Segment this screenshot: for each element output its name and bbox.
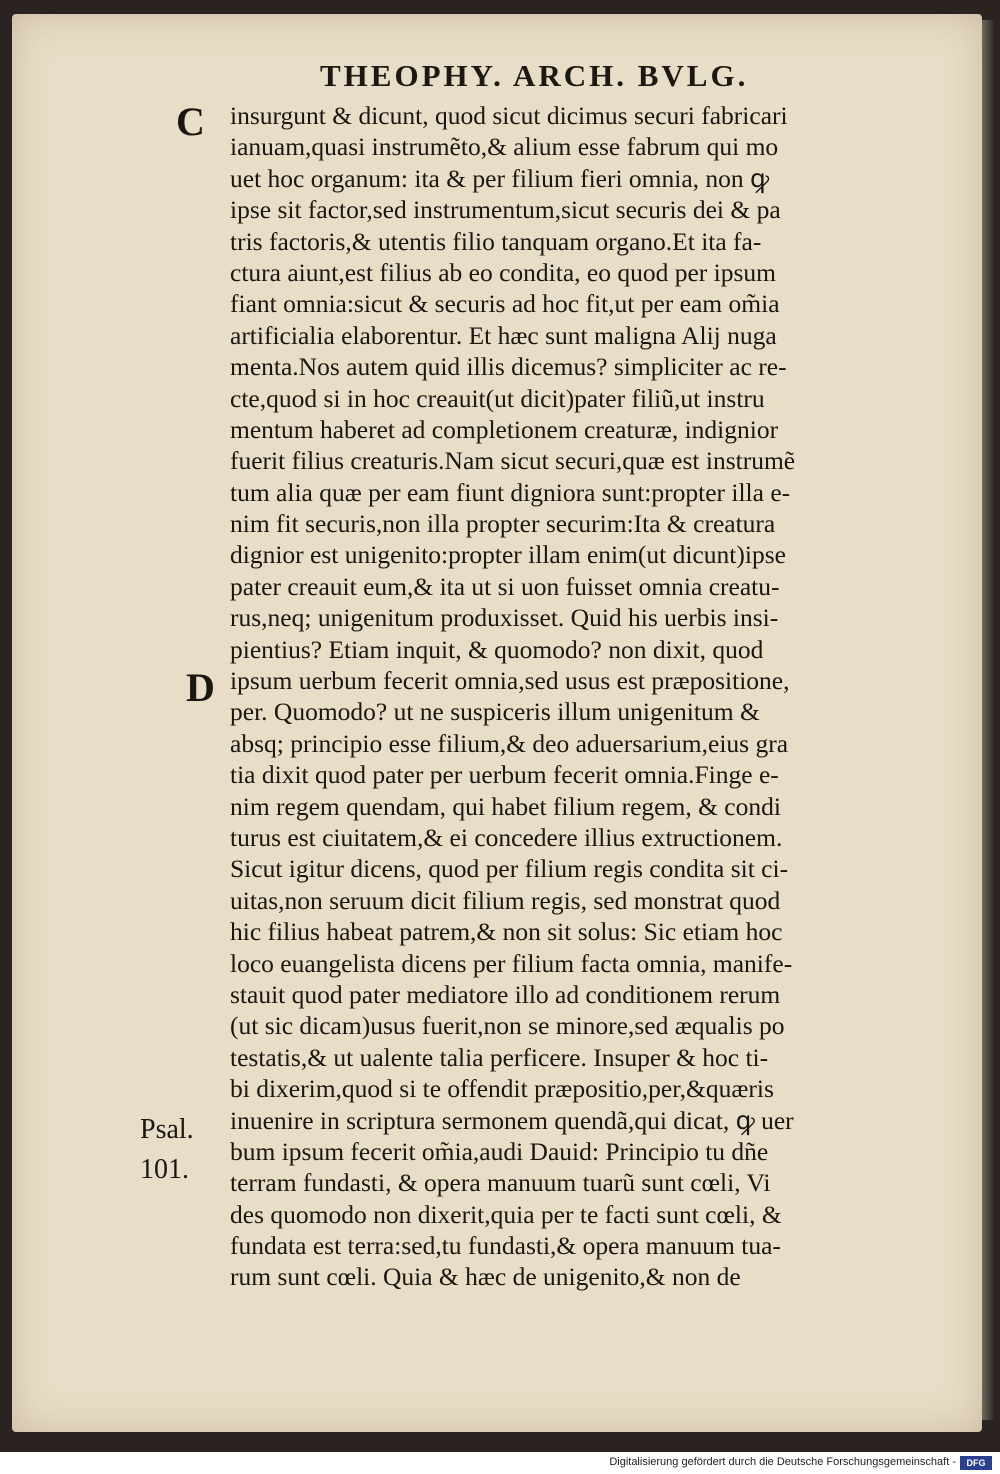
margin-note-psalm: [140, 1110, 220, 1190]
dfg-logo: DFG: [960, 1456, 992, 1470]
text-line: hic filius habeat patrem,& non sit solus: Sic etiam hoc: [230, 917, 783, 947]
text-line: per. Quomodo? ut ne suspiceris illum unigenitum &: [230, 697, 760, 727]
footer-bar: [0, 1452, 1000, 1474]
text-line: pater creauit eum,& ita ut si uon fuisset omnia creatu-: [230, 571, 780, 601]
text-line: pientius? Etiam inquit, & quomodo? non dixit, quod: [230, 634, 764, 664]
text-line: fiant omnia:sicut & securis ad hoc fit,ut per eam om̃ia: [230, 289, 780, 319]
text-line: rus,neq; unigenitum produxisset. Quid his uerbis insi-: [230, 603, 779, 633]
text-line: tum alia quæ per eam fiunt digniora sunt:propter illa e-: [230, 477, 791, 507]
text-line: cte,quod si in hoc creauit(ut dicit)pater filiũ,ut instru: [230, 383, 765, 413]
body-text: [230, 100, 940, 1293]
text-line: dignior est unigenito:propter illam enim(ut dicunt)ipse: [230, 540, 786, 570]
text-line: fuerit filius creaturis.Nam sicut securi,quæ est instrumẽ: [230, 446, 796, 476]
text-line: testatis,& ut ualente talia perficere. Insuper & hoc ti-: [230, 1042, 769, 1072]
text-line: Sicut igitur dicens, quod per filium regis condita sit ci-: [230, 854, 789, 884]
text-line: nim fit securis,non illa propter securim:Ita & creatura: [230, 509, 776, 539]
running-head: THEOPHY. ARCH. BVLG.: [320, 58, 749, 93]
text-line: des quomodo non dixerit,quia per te facti sunt cœli, &: [230, 1199, 782, 1229]
text-line: nim regem quendam, qui habet filium regem, & condi: [230, 791, 781, 821]
text-line: (ut sic dicam)usus fuerit,non se minore,sed æqualis po: [230, 1011, 785, 1041]
text-line: terram fundasti, & opera manuum tuarũ sunt cœli, Vi: [230, 1168, 771, 1198]
text-line: stauit quod pater mediatore illo ad conditionem rerum: [230, 979, 781, 1009]
text-line: absq; principio esse filium,& deo aduersarium,eius gra: [230, 728, 789, 758]
text-line: ipse sit factor,sed instrumentum,sicut securis dei & pa: [230, 195, 781, 225]
text-line: rum sunt cœli. Quia & hæc de unigenito,& non de: [230, 1262, 741, 1292]
margin-note-line: Psal.: [140, 1114, 194, 1145]
text-line: ctura aiunt,est filius ab eo condita, eo quod per ipsum: [230, 257, 776, 287]
text-line: turus est ciuitatem,& ei concedere illius extructionem.: [230, 822, 783, 852]
text-line: fundata est terra:sed,tu fundasti,& opera manuum tua-: [230, 1231, 781, 1261]
section-letter-c: C: [176, 99, 205, 144]
text-line: menta.Nos autem quid illis dicemus? simpliciter ac re-: [230, 352, 787, 382]
text-line: tris factoris,& utentis filio tanquam organo.Et ita fa-: [230, 226, 762, 256]
text-line: uitas,non seruum dicit filium regis, sed monstrat quod: [230, 885, 781, 915]
funding-notice: Digitalisierung gefördert durch die Deutsche Forschungsgemeinschaft -: [609, 1456, 956, 1468]
text-line: bi dixerim,quod si te offendit præpositio,per,&quæris: [230, 1074, 774, 1104]
text-line: inuenire in scriptura sermonem quendã,qui dicat, ꝙ uer: [230, 1105, 794, 1135]
text-line: ianuam,quasi instrumẽto,& alium esse fabrum qui mo: [230, 132, 779, 162]
text-line: tia dixit quod pater per uerbum fecerit omnia.Finge e-: [230, 760, 779, 790]
text-line: loco euangelista dicens per filium facta omnia, manife-: [230, 948, 793, 978]
text-line: mentum haberet ad completionem creaturæ, indignior: [230, 414, 779, 444]
text-line: bum ipsum fecerit om̃ia,audi Dauid: Principio tu dñe: [230, 1136, 769, 1166]
text-line: uet hoc organum: ita & per filium fieri omnia, non ꝙ: [230, 163, 770, 193]
text-line: insurgunt & dicunt, quod sicut dicimus securi fabricari: [230, 101, 788, 130]
text-line: artificialia elaborentur. Et hæc sunt maligna Alij nuga: [230, 320, 777, 350]
page-edge: [982, 20, 994, 1420]
margin-note-line: 101.: [140, 1154, 189, 1185]
text-line: ipsum uerbum fecerit omnia,sed usus est præpositione,: [230, 666, 790, 696]
section-letter-d: D: [186, 665, 215, 710]
